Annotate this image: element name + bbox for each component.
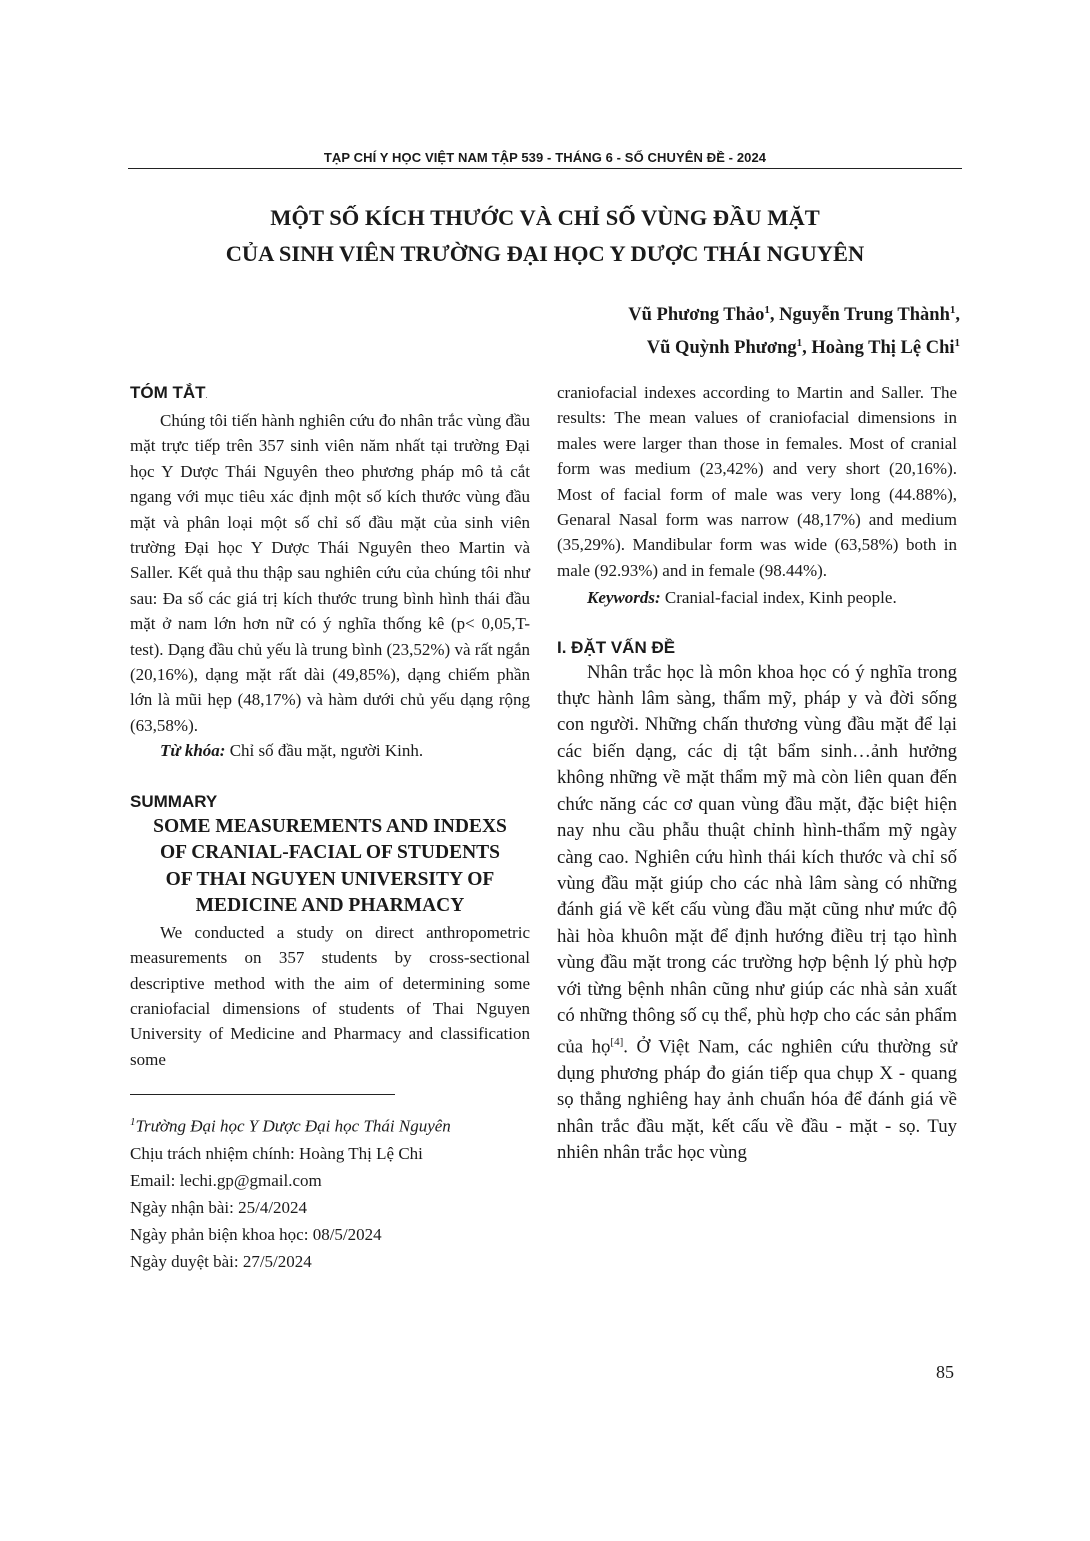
author-line-1 <box>628 296 960 329</box>
author-name: Vũ Quỳnh Phương <box>646 338 797 359</box>
author-separator: , <box>955 305 960 326</box>
article-title-line-2: CỦA SINH VIÊN TRƯỜNG ĐẠI HỌC Y DƯỢC THÁI NGUYÊN <box>225 241 865 266</box>
footnote-corresponding: Chịu trách nhiệm chính: Hoàng Thị Lệ Chi <box>130 1143 423 1163</box>
summary-heading: SUMMARY <box>130 791 218 811</box>
keywords-text: Cranial-facial index, Kinh people. <box>660 588 897 608</box>
page-number: 85 <box>936 1362 954 1382</box>
abstract-heading <box>130 380 530 408</box>
keywords-label: Từ khóa: <box>160 741 226 761</box>
introduction-body <box>557 660 957 1167</box>
summary-body-right: craniofacial indexes according to Martin and Saller. The results: The mean values of craniofacial dimensions in males were larger than those in females. Most of cranial form was medium (23,42%) and very short (20,16%). Most of facial form of male was very long (44.88%), Genaral Nasal form was narrow (48,17%) and medium (35,29%). Mandibular form was wide (63,58%) both in male (92.93%) and in female (98.44%). <box>557 383 957 580</box>
keywords-label: Keywords: <box>587 588 661 608</box>
summary-title-line: OF THAI NGUYEN UNIVERSITY OF <box>165 868 495 890</box>
footnote-reviewed: Ngày phản biện khoa học: 08/5/2024 <box>130 1224 382 1244</box>
footnote-email: Email: lechi.gp@gmail.com <box>130 1170 322 1190</box>
summary-body-left: We conducted a study on direct anthropometric measurements on 357 students by cross-sectional descriptive method with the aim of determining some craniofacial dimensions of students of Thai Nguyen University of Medicine and Pharmacy and classification some <box>130 922 530 1069</box>
section-heading-introduction: I. ĐẶT VẤN ĐỀ <box>557 637 676 657</box>
affiliation-text: Trường Đại học Y Dược Đại học Thái Nguyên <box>135 1116 451 1136</box>
introduction-text-part-2: . Ở Việt Nam, các nghiên cứu thường sử dụng phương pháp đo gián tiếp qua chụp X - quang sọ thẳng nghiêng hay ảnh chuẩn hóa để đánh giá về nhân trắc đầu mặt, kết cấu về đầu - mặt - sọ. Tuy nhiên nhân trắc học vùng <box>557 1036 957 1164</box>
left-column <box>130 380 530 1275</box>
abstract-keywords <box>130 738 530 763</box>
article-title <box>128 200 962 272</box>
footnote-accepted: Ngày duyệt bài: 27/5/2024 <box>130 1251 312 1271</box>
affiliation-mark: 1 <box>130 1116 136 1129</box>
author-list <box>628 296 960 362</box>
author-affiliation-mark: 1 <box>796 337 803 350</box>
author-name: Vũ Phương Thảo <box>628 305 765 326</box>
footnote <box>130 1109 530 1275</box>
article-title-line-1: MỘT SỐ KÍCH THƯỚC VÀ CHỈ SỐ VÙNG ĐẦU MẶT <box>270 205 820 230</box>
author-affiliation-mark: 1 <box>764 304 770 316</box>
author-affiliation-mark: 1 <box>949 304 956 316</box>
right-column <box>557 380 957 1167</box>
journal-header: TẠP CHÍ Y HỌC VIỆT NAM TẬP 539 - THÁNG 6 - SỐ CHUYÊN ĐỀ - 2024 <box>323 150 767 165</box>
abstract-body: Chúng tôi tiến hành nghiên cứu đo nhân trắc vùng đầu mặt trực tiếp trên 357 sinh viên năm nhất tại trường Đại học Y Dược Thái Nguyên theo phương pháp mô tả cắt ngang với mục tiêu xác định một số kích thước vùng đầu mặt và phân loại một số chỉ số đầu mặt của sinh viên trường Đại học Y Dược Thái Nguyên theo Martin và Saller. Kết quả thu thập sau nghiên cứu của chúng tôi như sau: Đa số các giá trị kích thước trung bình hình thái đầu mặt ở nam lớn hơn nữ có ý nghĩa thống kê (p< 0,05,T-test). Dạng đầu chủ yếu là trung bình (23,52%) và rất ngắn (20,16%), dạng mặt rất dài (49,85%), dạng chiếm phần lớn là mũi hẹp (48,17%) và hàm dưới chủ yếu dạng rộng (63,58%). <box>130 411 530 735</box>
summary-title-line: OF CRANIAL-FACIAL OF STUDENTS <box>159 842 501 864</box>
summary-title <box>130 814 530 920</box>
summary-title-line: SOME MEASUREMENTS AND INDEXS <box>153 815 507 837</box>
footnote-affiliation <box>130 1109 530 1140</box>
summary-title-line: MEDICINE AND PHARMACY <box>195 895 465 917</box>
footnote-rule <box>130 1094 395 1095</box>
author-line-2 <box>628 329 960 362</box>
author-affiliation-mark: 1 <box>954 337 960 350</box>
abstract-heading-dot: . <box>205 391 208 400</box>
abstract-heading-text: TÓM TẮT <box>130 383 206 402</box>
citation-ref: [4] <box>610 1036 624 1049</box>
author-name: Nguyễn Trung Thành <box>779 305 950 326</box>
introduction-text-part-1: Nhân trắc học là môn khoa học có ý nghĩa trong thực hành lâm sàng, thẩm mỹ, pháp y và đời sống con người. Những chấn thương vùng đầu mặt để lại các biến dạng, các dị tật bẩm sinh…ảnh hưởng không những về mặt thẩm mỹ mà còn liên quan đến chức năng các cơ quan vùng đầu mặt, đặc biệt hiện nay nhu cầu phẫu thuật chỉnh hình-thẩm mỹ ngày càng cao. Nghiên cứu hình thái kích thước và chỉ số vùng đầu mặt giúp cho các nhà lâm sàng có những đánh giá về kết cấu vùng đầu mặt cũng như mức độ hài hòa khuôn mặt để định hướng điều trị tạo hình vùng đầu mặt trong các trường hợp bệnh lý phù hợp với từng bệnh nhân cũng như giúp các nhà sản xuất có những thông số cụ thể, phù hợp cho các sản phẩm của họ <box>557 661 957 1058</box>
keywords-text: Chỉ số đầu mặt, người Kinh. <box>225 741 424 761</box>
author-name: Hoàng Thị Lệ Chi <box>811 338 955 359</box>
summary-keywords <box>557 585 957 610</box>
author-separator: , <box>769 305 780 326</box>
footnote-received: Ngày nhận bài: 25/4/2024 <box>130 1197 308 1217</box>
author-separator: , <box>802 338 812 359</box>
header-rule <box>128 168 962 169</box>
